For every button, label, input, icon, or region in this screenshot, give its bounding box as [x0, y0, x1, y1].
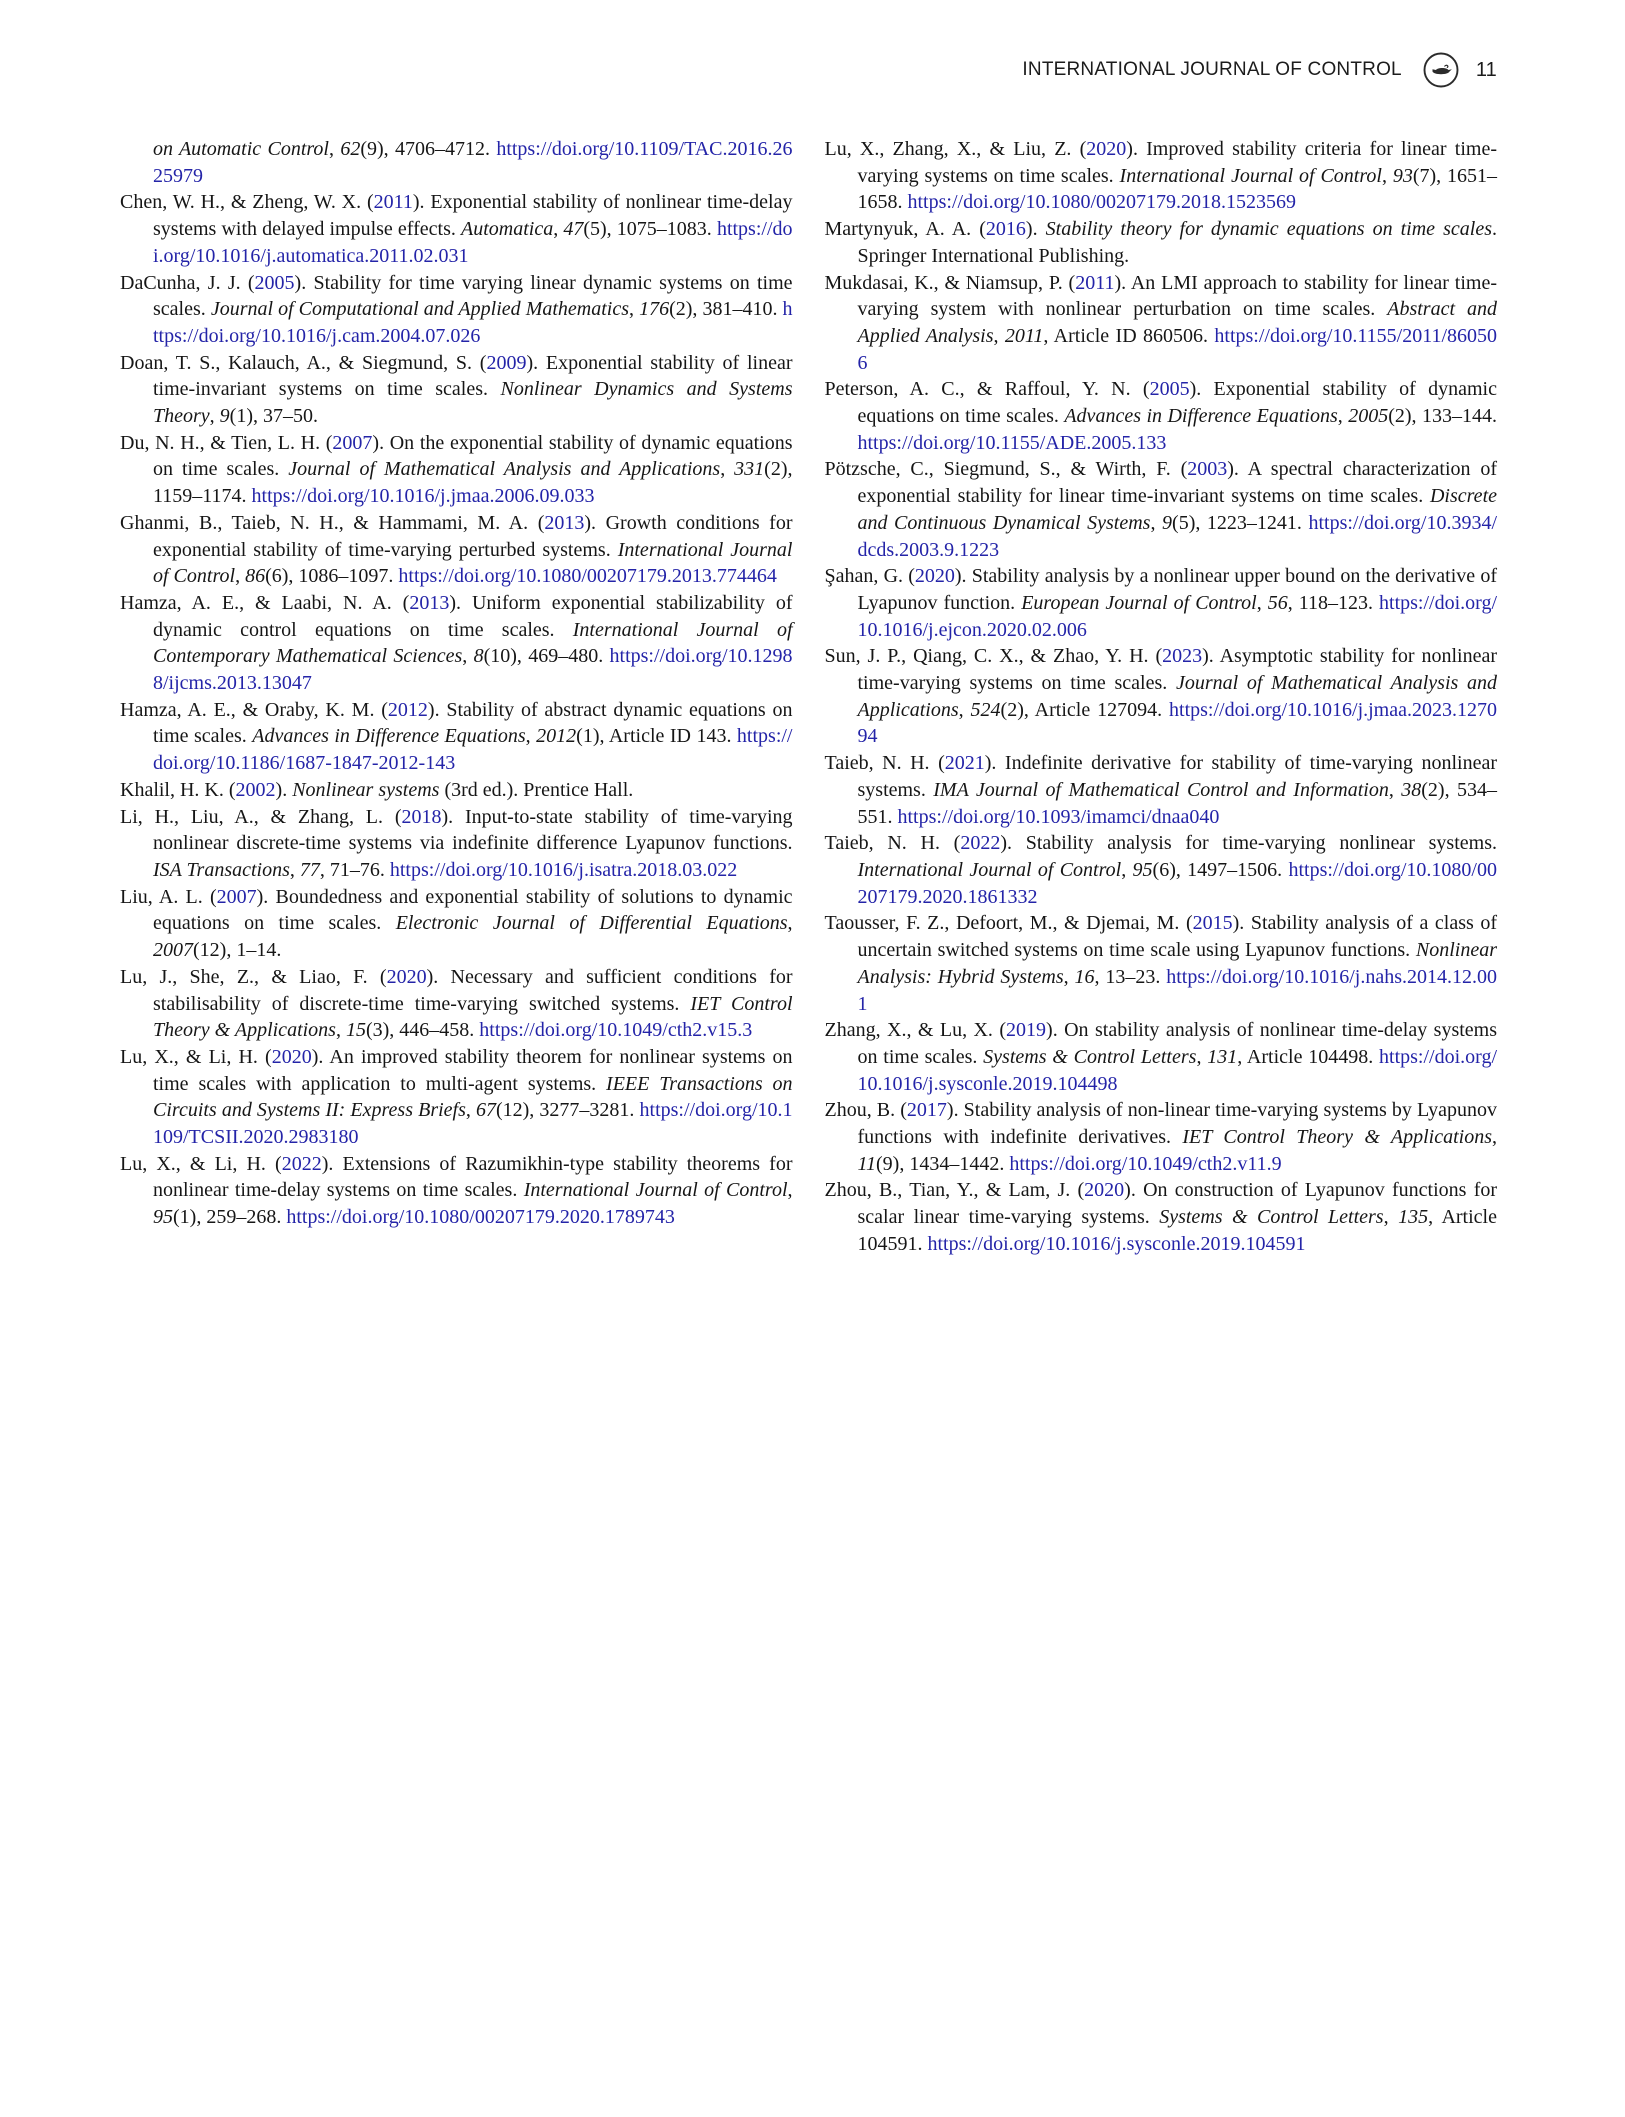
ref-text: ). Stability analysis of a class of uncertain switched systems on time scale using Lyapunov functions.: [857, 912, 1498, 962]
ref-italic-text: 2007: [153, 939, 193, 962]
ref-text: ,: [525, 725, 537, 748]
ref-text: ). Improved stability criteria for linear time-varying systems on time scales.: [857, 138, 1497, 187]
ref-italic-text: 8: [473, 645, 484, 668]
ref-text: ,: [1121, 858, 1133, 881]
references-column-left: [120, 136, 793, 1258]
year-link[interactable]: 2009: [486, 351, 527, 374]
ref-text: ,: [462, 645, 474, 668]
ref-italic-text: Electronic Journal of Differential Equations: [395, 912, 788, 935]
ref-text: , 13–23.: [1094, 965, 1167, 988]
ref-text: ). Exponential stability of dynamic equations on time scales.: [857, 378, 1497, 428]
ref-text: (2), 133–144.: [1388, 405, 1498, 428]
ref-text: DaCunha, J. J. (: [120, 271, 255, 294]
ref-text: ). Stability for time varying linear dynamic systems on time scales.: [153, 271, 793, 321]
ref-text: ). Stability analysis for time-varying nonlinear systems.: [1000, 832, 1497, 855]
ref-italic-text: 95: [1132, 858, 1153, 881]
ref-italic-text: 56: [1267, 591, 1288, 614]
ref-text: Pötzsche, C., Siegmund, S., & Wirth, F. (: [824, 458, 1188, 481]
reference-entry: [120, 804, 793, 884]
journal-title: INTERNATIONAL JOURNAL OF CONTROL: [1022, 59, 1402, 80]
ref-text: Chen, W. H., & Zheng, W. X. (: [120, 191, 374, 214]
ref-text: ,: [1063, 965, 1075, 988]
doi-link[interactable]: https://doi.org/10.1186/1687-1847-2012-143: [153, 725, 793, 775]
year-link[interactable]: 2015: [1192, 912, 1233, 935]
ref-italic-text: Journal of Computational and Applied Mathematics: [210, 298, 630, 321]
ref-italic-text: Systems & Control Letters: [983, 1045, 1197, 1068]
ref-text: Lu, X., Zhang, X., & Liu, Z. (: [824, 138, 1087, 160]
year-link[interactable]: 2003: [1187, 458, 1228, 481]
ref-text: , 71–76.: [319, 858, 390, 881]
year-link[interactable]: 2022: [960, 832, 1001, 855]
ref-italic-text: Nonlinear Dynamics and Systems Theory: [153, 378, 793, 428]
ref-italic-text: International Journal of Contemporary Mathematical Sciences: [153, 618, 793, 668]
ref-text: ,: [335, 1019, 346, 1042]
year-link[interactable]: 2002: [235, 778, 276, 801]
ref-text: ).: [1025, 218, 1046, 241]
references-section: [120, 136, 1497, 1258]
taylor-francis-logo-icon: [1422, 51, 1460, 89]
ref-text: ). Necessary and sufficient conditions for stabilisability of discrete-time time-varying switched systems.: [153, 965, 793, 1015]
ref-text: , Article 104498.: [1237, 1045, 1380, 1068]
year-link[interactable]: 2005: [254, 271, 295, 294]
reference-entry: [825, 1017, 1498, 1097]
ref-text: Lu, J., She, Z., & Liao, F. (: [120, 965, 387, 988]
ref-text: Hamza, A. E., & Laabi, N. A. (: [120, 591, 410, 614]
reference-entry: [120, 430, 793, 510]
ref-text: ,: [1196, 1045, 1208, 1068]
doi-link[interactable]: https://doi.org/10.1109/TAC.2016.2625979: [153, 138, 793, 187]
reference-entry: [825, 456, 1498, 563]
ref-italic-text: 135: [1398, 1206, 1429, 1229]
doi-link[interactable]: https://doi.org/10.1016/j.cam.2004.07.026: [153, 298, 793, 347]
reference-entry: [120, 964, 793, 1044]
ref-text: ,: [1381, 164, 1393, 187]
year-link[interactable]: 2011: [373, 191, 413, 214]
ref-italic-text: 86: [245, 565, 266, 588]
ref-text: ,: [993, 324, 1005, 347]
reference-entry-continued: [120, 136, 793, 189]
ref-text: Zhang, X., & Lu, X. (: [824, 1019, 1007, 1042]
reference-entry: [120, 1151, 793, 1231]
ref-italic-text: 2011: [1004, 324, 1044, 347]
ref-text: Martynyuk, A. A. (: [824, 218, 986, 241]
ref-italic-text: Journal of Mathematical Analysis and Applications: [288, 458, 721, 481]
reference-entry: [120, 1044, 793, 1151]
ref-italic-text: Journal of Mathematical Analysis and Applications: [857, 672, 1497, 721]
reference-entry: [120, 350, 793, 430]
ref-text: ,: [787, 1179, 793, 1202]
ref-text: ). On stability analysis of nonlinear time-delay systems on time scales.: [857, 1019, 1498, 1068]
ref-italic-text: IEEE Transactions on Circuits and Systems II: Express Briefs: [153, 1072, 793, 1122]
ref-text: ). Stability analysis of non-linear time-varying systems by Lyapunov functions with indefinite derivatives.: [857, 1099, 1497, 1149]
ref-text: ,: [209, 405, 220, 428]
doi-link[interactable]: https://doi.org/10.1109/TCSII.2020.2983180: [153, 1099, 793, 1149]
ref-text: ,: [958, 698, 971, 721]
ref-text: Lu, X., & Li, H. (: [120, 1152, 282, 1175]
year-link[interactable]: 2013: [544, 511, 585, 534]
ref-italic-text: International Journal of Control: [523, 1179, 788, 1202]
doi-link[interactable]: https://doi.org/10.1080/00207179.2018.1523569: [907, 191, 1297, 214]
ref-text: (2), 534–551.: [857, 778, 1498, 828]
ref-text: ,: [1492, 1126, 1497, 1149]
year-link[interactable]: 2018: [401, 805, 442, 828]
year-link[interactable]: 2020: [386, 965, 427, 988]
ref-text: (6), 1497–1506.: [1152, 858, 1289, 881]
ref-text: ). An improved stability theorem for nonlinear systems on time scales with application to multi-agent systems.: [153, 1045, 793, 1095]
doi-link[interactable]: https://doi.org/10.3934/dcds.2003.9.1223: [857, 511, 1498, 561]
ref-text: (3rd ed.). Prentice Hall.: [439, 778, 634, 801]
reference-entry: [825, 270, 1498, 377]
ref-text: ,: [465, 1099, 476, 1122]
ref-text: (12), 3277–3281.: [495, 1099, 640, 1122]
year-link[interactable]: 2023: [1162, 645, 1203, 668]
ref-italic-text: 95: [153, 1206, 173, 1229]
reference-entry: [825, 136, 1498, 216]
ref-text: ). An LMI approach to stability for linear time-varying system with nonlinear perturbation on time scales.: [857, 271, 1497, 321]
ref-text: ). Stability of abstract dynamic equations on time scales.: [153, 698, 793, 748]
ref-italic-text: Systems & Control Letters: [1159, 1206, 1384, 1229]
ref-italic-text: 62: [340, 138, 361, 160]
ref-italic-text: 77: [299, 858, 320, 881]
ref-italic-text: IET Control Theory & Applications: [153, 992, 793, 1042]
doi-link[interactable]: https://doi.org/10.1016/j.automatica.2011.02.031: [153, 218, 793, 267]
year-link[interactable]: 2021: [944, 752, 985, 775]
ref-italic-text: 15: [345, 1019, 366, 1042]
doi-link[interactable]: https://doi.org/10.1016/j.jmaa.2023.127094: [857, 698, 1497, 748]
year-link[interactable]: 2011: [1075, 271, 1115, 294]
ref-text: ). Stability analysis by a nonlinear upper bound on the derivative of Lyapunov function.: [857, 565, 1497, 614]
ref-text: Şahan, G. (: [824, 565, 915, 588]
ref-text: (7), 1651–1658.: [857, 164, 1498, 214]
ref-italic-text: ISA Transactions: [153, 858, 290, 881]
ref-text: ).: [275, 778, 293, 801]
ref-text: ,: [1150, 511, 1163, 534]
reference-entry: [825, 563, 1498, 643]
year-link[interactable]: 2020: [1084, 1179, 1125, 1202]
ref-italic-text: 16: [1074, 965, 1095, 988]
ref-italic-text: 2005: [1348, 405, 1389, 428]
reference-entry: [120, 777, 793, 804]
ref-text: ). Exponential stability of nonlinear time-delay systems with delayed impulse effects.: [153, 191, 793, 241]
ref-text: , Article 104591.: [857, 1206, 1497, 1255]
ref-italic-text: Discrete and Continuous Dynamical Systems: [857, 485, 1497, 534]
ref-italic-text: Abstract and Applied Analysis: [857, 298, 1498, 347]
ref-text: , 118–123.: [1287, 591, 1380, 614]
year-link[interactable]: 2012: [387, 698, 428, 721]
ref-text: (3), 446–458.: [365, 1019, 480, 1042]
ref-text: (2), Article 127094.: [1000, 698, 1170, 721]
year-link[interactable]: 2013: [409, 591, 450, 614]
ref-text: (9), 4706–4712.: [360, 138, 497, 160]
ref-text: (1), 259–268.: [173, 1206, 287, 1229]
ref-text: Sun, J. P., Qiang, C. X., & Zhao, Y. H. (: [824, 645, 1163, 668]
ref-text: ). Growth conditions for exponential stability of time-varying perturbed systems.: [153, 511, 793, 561]
year-link[interactable]: 2022: [281, 1152, 322, 1175]
doi-link[interactable]: https://doi.org/10.12988/ijcms.2013.13047: [153, 645, 793, 695]
ref-text: ,: [1388, 778, 1402, 801]
ref-italic-text: 9: [1162, 511, 1173, 534]
ref-italic-text: International Journal of Control: [857, 858, 1122, 881]
doi-link[interactable]: https://doi.org/10.1080/00207179.2020.1861332: [857, 858, 1497, 908]
ref-italic-text: European Journal of Control: [1021, 591, 1257, 614]
year-link[interactable]: 2020: [914, 565, 955, 588]
ref-text: (2), 1159–1174.: [153, 458, 793, 508]
reference-entry: [825, 376, 1498, 456]
ref-text: ). On construction of Lyapunov functions for scalar linear time-varying systems.: [857, 1179, 1498, 1229]
doi-link[interactable]: https://doi.org/10.1049/cth2.v15.3: [479, 1019, 753, 1042]
reference-entry: [120, 590, 793, 697]
ref-italic-text: 331: [734, 458, 765, 481]
doi-link[interactable]: https://doi.org/10.1016/j.sysconle.2019.104591: [927, 1232, 1306, 1255]
reference-entry: [825, 830, 1498, 910]
ref-italic-text: 176: [639, 298, 670, 321]
reference-entry: [120, 697, 793, 777]
ref-text: ). Input-to-state stability of time-varying nonlinear discrete-time systems via indefinite difference Lyapunov functions.: [153, 805, 793, 855]
doi-link[interactable]: https://doi.org/10.1016/j.sysconle.2019.104498: [857, 1045, 1497, 1095]
ref-text: ,: [720, 458, 735, 481]
ref-text: (2), 381–410.: [669, 298, 783, 321]
page-number: 11: [1475, 58, 1497, 81]
ref-text: Mukdasai, K., & Niamsup, P. (: [824, 271, 1076, 294]
year-link[interactable]: 2017: [906, 1099, 947, 1122]
ref-text: Peterson, A. C., & Raffoul, Y. N. (: [824, 378, 1150, 401]
ref-text: Ghanmi, B., Taieb, N. H., & Hammami, M. A. (: [120, 511, 545, 534]
ref-italic-text: International Journal of Control: [1119, 164, 1382, 187]
doi-link[interactable]: https://doi.org/10.1016/j.isatra.2018.03.022: [389, 858, 738, 881]
doi-link[interactable]: https://doi.org/10.1016/j.jmaa.2006.09.033: [251, 485, 595, 508]
doi-link[interactable]: https://doi.org/10.1049/cth2.v11.9: [1009, 1152, 1282, 1175]
reference-entry: [825, 643, 1498, 750]
ref-italic-text: 38: [1401, 778, 1422, 801]
reference-entry: [120, 884, 793, 964]
doi-link[interactable]: https://doi.org/10.1016/j.ejcon.2020.02.006: [857, 591, 1498, 641]
doi-link[interactable]: https://doi.org/10.1016/j.nahs.2014.12.001: [857, 965, 1498, 1015]
ref-italic-text: 11: [857, 1152, 877, 1175]
ref-text: Liu, A. L. (: [120, 885, 217, 908]
ref-text: Doan, T. S., Kalauch, A., & Siegmund, S. (: [120, 351, 487, 374]
reference-entry: [825, 1097, 1498, 1177]
ref-italic-text: Automatica: [461, 218, 554, 241]
year-link[interactable]: 2007: [332, 431, 373, 454]
ref-text: (1), 37–50.: [229, 405, 318, 428]
ref-text: ). A spectral characterization of exponential stability for linear time-invariant systems on time scales.: [857, 458, 1497, 508]
ref-text: Lu, X., & Li, H. (: [120, 1045, 272, 1068]
references-column-right: [825, 136, 1498, 1258]
ref-text: ,: [1383, 1206, 1399, 1229]
doi-link[interactable]: https://doi.org/10.1155/2011/860506: [857, 324, 1498, 374]
doi-link[interactable]: https://doi.org/10.1080/00207179.2020.1789743: [286, 1206, 675, 1229]
ref-text: ,: [553, 218, 564, 241]
ref-text: ). Boundedness and exponential stability of solutions to dynamic equations on time scales.: [153, 885, 793, 935]
year-link[interactable]: 2005: [1149, 378, 1190, 401]
ref-text: (10), 469–480.: [483, 645, 610, 668]
reference-entry: [120, 510, 793, 590]
ref-text: (5), 1223–1241.: [1172, 511, 1309, 534]
ref-text: (5), 1075–1083.: [583, 218, 717, 241]
ref-italic-text: Advances in Difference Equations: [1064, 405, 1338, 428]
ref-italic-text: Stability theory for dynamic equations on time scales: [1045, 218, 1492, 241]
year-link[interactable]: 2020: [1086, 138, 1127, 160]
ref-text: . Springer International Publishing.: [857, 218, 1497, 267]
reference-entry: [825, 216, 1498, 269]
ref-italic-text: IMA Journal of Mathematical Control and Information: [933, 778, 1389, 801]
ref-italic-text: 67: [475, 1099, 496, 1122]
ref-text: Taousser, F. Z., Defoort, M., & Djemai, M. (: [824, 912, 1193, 935]
ref-italic-text: Advances in Difference Equations: [252, 725, 526, 748]
reference-entry: [825, 910, 1498, 1017]
ref-italic-text: 2012: [536, 725, 577, 748]
ref-text: Khalil, H. K. (: [120, 778, 236, 801]
ref-text: Du, N. H., & Tien, L. H. (: [120, 431, 333, 454]
year-link[interactable]: 2007: [216, 885, 257, 908]
page-header: [1022, 50, 1497, 90]
ref-text: Zhou, B. (: [824, 1099, 907, 1122]
reference-entry: [120, 270, 793, 350]
ref-text: , Article ID 860506.: [1043, 324, 1215, 347]
ref-italic-text: Nonlinear systems: [292, 778, 440, 801]
doi-link[interactable]: https://doi.org/10.1080/00207179.2013.774464: [398, 565, 777, 588]
ref-text: ,: [289, 858, 300, 881]
ref-italic-text: 524: [970, 698, 1001, 721]
ref-text: ). Uniform exponential stabilizability of dynamic control equations on time scales.: [153, 591, 793, 641]
year-link[interactable]: 2020: [271, 1045, 312, 1068]
ref-text: Taieb, N. H. (: [824, 752, 945, 775]
year-link[interactable]: 2019: [1006, 1019, 1047, 1042]
doi-link[interactable]: https://doi.org/10.1093/imamci/dnaa040: [897, 805, 1220, 828]
doi-link[interactable]: https://doi.org/10.1155/ADE.2005.133: [857, 431, 1167, 454]
ref-text: ). Extensions of Razumikhin-type stability theorems for nonlinear time-delay systems on time scales.: [153, 1152, 793, 1202]
ref-text: ). Asymptotic stability for nonlinear time-varying systems on time scales.: [857, 645, 1497, 695]
ref-text: Hamza, A. E., & Oraby, K. M. (: [120, 698, 388, 721]
ref-text: (1), Article ID 143.: [576, 725, 737, 748]
ref-text: Li, H., Liu, A., & Zhang, L. (: [120, 805, 402, 828]
ref-text: Taieb, N. H. (: [824, 832, 961, 855]
ref-text: ). Exponential stability of linear time-invariant systems on time scales.: [153, 351, 793, 401]
ref-text: ). Indefinite derivative for stability of time-varying nonlinear systems.: [857, 752, 1497, 801]
ref-italic-text: 93: [1392, 164, 1413, 187]
ref-text: Zhou, B., Tian, Y., & Lam, J. (: [824, 1179, 1085, 1202]
ref-text: (6), 1086–1097.: [265, 565, 399, 588]
ref-text: ,: [235, 565, 246, 588]
reference-entry: [825, 750, 1498, 830]
ref-italic-text: 131: [1207, 1045, 1238, 1068]
ref-text: ,: [1337, 405, 1349, 428]
ref-text: ,: [1256, 591, 1268, 614]
ref-text: (9), 1434–1442.: [876, 1152, 1010, 1175]
year-link[interactable]: 2016: [985, 218, 1026, 241]
ref-italic-text: 9: [219, 405, 230, 428]
ref-italic-text: Nonlinear Analysis: Hybrid Systems: [857, 939, 1497, 988]
ref-italic-text: IET Control Theory & Applications: [1182, 1126, 1492, 1149]
ref-italic-text: on Automatic Control: [153, 138, 329, 160]
ref-text: ,: [787, 912, 793, 935]
ref-text: ,: [329, 138, 341, 160]
reference-entry: [825, 1177, 1498, 1257]
ref-text: ,: [629, 298, 640, 321]
ref-italic-text: 47: [563, 218, 584, 241]
ref-text: (12), 1–14.: [193, 939, 282, 962]
ref-text: ). On the exponential stability of dynamic equations on time scales.: [153, 431, 793, 481]
ref-italic-text: International Journal of Control: [153, 538, 793, 588]
reference-entry: [120, 189, 793, 269]
